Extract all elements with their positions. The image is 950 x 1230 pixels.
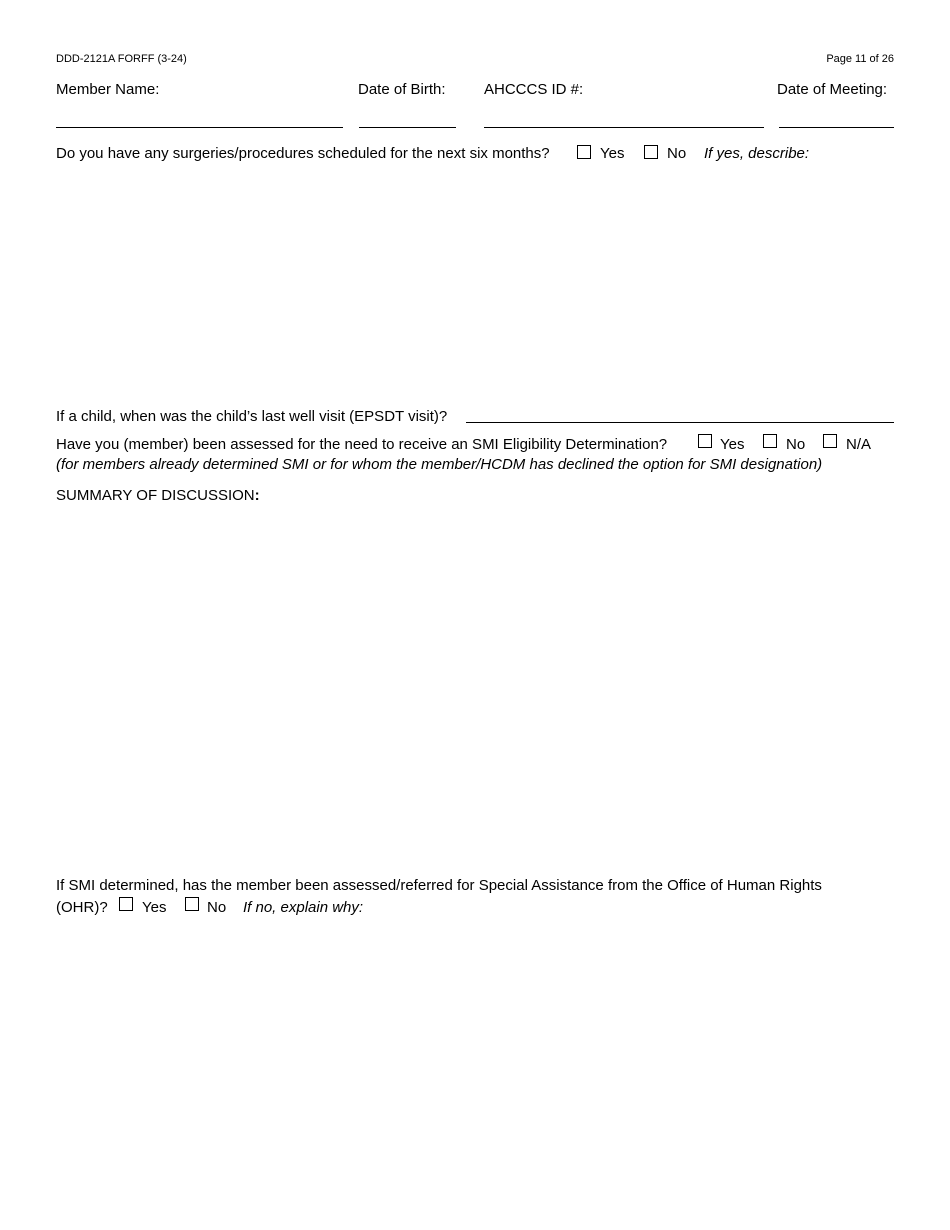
well-visit-date-field[interactable]	[466, 422, 894, 423]
surgery-yes-checkbox[interactable]	[577, 145, 591, 159]
ohr-no-checkbox[interactable]	[185, 897, 199, 911]
smi-na-checkbox[interactable]	[823, 434, 837, 448]
ohr-yes-label: Yes	[142, 899, 167, 916]
page-number: Page 11 of 26	[826, 53, 894, 65]
smi-no-checkbox[interactable]	[763, 434, 777, 448]
surgery-no-label: No	[667, 145, 687, 162]
smi-note: (for members already determined SMI or for whom the member/HCDM has declined the option for SMI designation)	[56, 456, 823, 473]
ohr-explain-label: If no, explain why:	[243, 899, 364, 916]
date-of-birth-field[interactable]	[359, 127, 456, 128]
ohr-no-label: No	[207, 899, 227, 916]
surgery-yes-label: Yes	[600, 145, 625, 162]
smi-assessment-question: Have you (member) been assessed for the need to receive an SMI Eligibility Determination?	[56, 436, 668, 453]
surgery-no-checkbox[interactable]	[644, 145, 658, 159]
ohr-explanation-area[interactable]	[56, 925, 894, 1185]
date-of-birth-label: Date of Birth:	[358, 81, 446, 98]
ohr-question-line2: (OHR)?	[56, 899, 108, 916]
smi-no-label: No	[786, 436, 806, 453]
well-visit-question: If a child, when was the child’s last well visit (EPSDT visit)?	[56, 408, 448, 425]
summary-heading	[56, 487, 260, 504]
ohr-question-line1: If SMI determined, has the member been assessed/referred for Special Assistance from the Office of Human Rights	[56, 877, 822, 894]
member-name-label: Member Name:	[56, 81, 160, 98]
ahcccs-id-field[interactable]	[484, 127, 764, 128]
smi-na-label: N/A	[846, 436, 872, 453]
summary-label: SUMMARY OF DISCUSSION	[56, 487, 255, 504]
smi-yes-checkbox[interactable]	[698, 434, 712, 448]
smi-yes-label: Yes	[720, 436, 745, 453]
member-name-field[interactable]	[56, 127, 343, 128]
summary-colon: :	[254, 487, 260, 504]
surgery-description-area[interactable]	[56, 170, 894, 395]
surgery-question: Do you have any surgeries/procedures scheduled for the next six months?	[56, 145, 550, 162]
date-of-meeting-label: Date of Meeting:	[777, 81, 888, 98]
form-id: DDD-2121A FORFF (3-24)	[56, 53, 187, 65]
summary-text-area[interactable]	[56, 512, 894, 867]
date-of-meeting-field[interactable]	[779, 127, 894, 128]
ohr-yes-checkbox[interactable]	[119, 897, 133, 911]
surgery-describe-label: If yes, describe:	[704, 145, 810, 162]
ahcccs-id-label: AHCCCS ID #:	[484, 81, 584, 98]
